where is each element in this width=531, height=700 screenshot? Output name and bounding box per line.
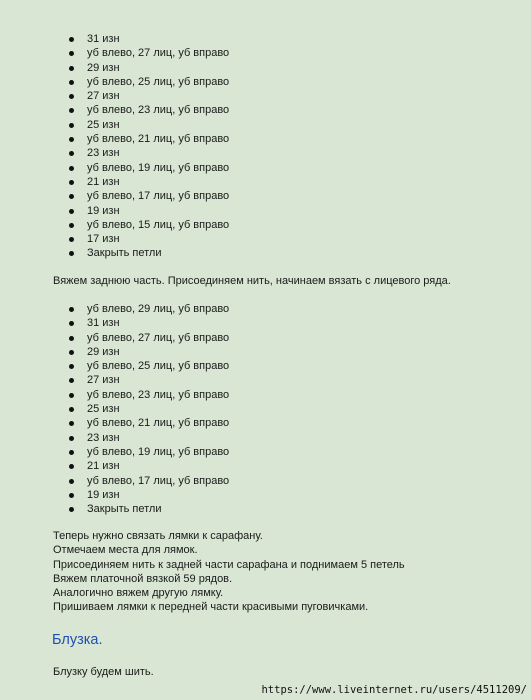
back-row-item — [68, 373, 229, 387]
front-row-item-text: уб влево, 21 лиц, уб вправо — [87, 133, 230, 146]
bullet-icon — [69, 307, 74, 312]
front-row-item — [68, 46, 229, 60]
bullet-icon — [69, 180, 74, 185]
front-row-item — [68, 161, 229, 175]
bullet-icon — [69, 94, 74, 99]
bullet-icon — [69, 493, 74, 498]
straps-notes — [53, 529, 405, 615]
back-row-item-text: уб влево, 17 лиц, уб вправо — [87, 474, 230, 487]
back-row-item-text: уб влево, 25 лиц, уб вправо — [87, 360, 230, 373]
back-row-item — [68, 388, 229, 402]
bullet-icon — [69, 364, 74, 369]
front-row-item — [68, 232, 229, 246]
note-line: Теперь нужно связать лямки к сарафану. — [53, 530, 263, 542]
back-row-item — [68, 402, 229, 416]
bullet-icon — [69, 194, 74, 199]
bullet-icon — [69, 223, 74, 228]
note-line: Присоединяем нить к задней части сарафана и поднимаем 5 петель — [53, 558, 405, 571]
section-heading-blouse: Блузка. — [52, 632, 103, 648]
bullet-icon — [69, 137, 74, 142]
front-row-item-text: уб влево, 23 лиц, уб вправо — [87, 104, 230, 117]
bullet-icon — [69, 378, 74, 383]
front-row-item — [68, 204, 229, 218]
front-row-item-text: 23 изн — [87, 147, 120, 160]
back-row-item — [68, 431, 229, 445]
bullet-icon — [69, 151, 74, 156]
bullet-icon — [69, 123, 74, 128]
bullet-icon — [69, 251, 74, 256]
front-row-item-text: уб влево, 27 лиц, уб вправо — [87, 47, 230, 60]
back-row-item — [68, 474, 229, 488]
back-row-item — [68, 359, 229, 373]
bullet-icon — [69, 450, 74, 455]
back-part-instructions-list — [68, 302, 229, 516]
front-row-item-text: уб влево, 17 лиц, уб вправо — [87, 190, 230, 203]
front-row-item-text: Закрыть петли — [87, 247, 162, 260]
front-row-item — [68, 132, 229, 146]
bullet-icon — [69, 209, 74, 214]
front-row-item-text: уб влево, 15 лиц, уб вправо — [87, 218, 230, 231]
front-row-item-text: 17 изн — [87, 233, 120, 246]
front-row-item — [68, 218, 229, 232]
front-row-item-text: уб влево, 25 лиц, уб вправо — [87, 75, 230, 88]
bullet-icon — [69, 436, 74, 441]
front-row-item — [68, 175, 229, 189]
bullet-icon — [69, 51, 74, 56]
back-row-item-text: уб влево, 27 лиц, уб вправо — [87, 331, 230, 344]
back-row-item — [68, 302, 229, 316]
bullet-icon — [69, 393, 74, 398]
back-row-item-text: 27 изн — [87, 374, 120, 387]
back-row-item — [68, 316, 229, 330]
bullet-icon — [69, 321, 74, 326]
back-row-item — [68, 459, 229, 473]
back-row-item-text: 25 изн — [87, 403, 120, 416]
bullet-icon — [69, 80, 74, 85]
front-row-item-text: 27 изн — [87, 90, 120, 103]
back-row-item — [68, 502, 229, 516]
watermark-url: https://www.liveinternet.ru/users/4511209/ — [261, 684, 527, 696]
bullet-icon — [69, 66, 74, 71]
front-row-item — [68, 61, 229, 75]
bullet-icon — [69, 421, 74, 426]
back-row-item — [68, 416, 229, 430]
back-row-item-text: 21 изн — [87, 460, 120, 473]
back-row-item — [68, 488, 229, 502]
front-row-item — [68, 189, 229, 203]
bullet-icon — [69, 37, 74, 42]
bullet-icon — [69, 407, 74, 412]
back-row-item — [68, 331, 229, 345]
note-line: Вяжем платочной вязкой 59 рядов. — [53, 572, 233, 585]
back-row-item-text: уб влево, 23 лиц, уб вправо — [87, 388, 230, 401]
note-line: Аналогично вяжем другую лямку. — [53, 587, 224, 600]
bullet-icon — [69, 108, 74, 113]
bullet-icon — [69, 336, 74, 341]
front-row-item — [68, 89, 229, 103]
front-row-item-text: уб влево, 19 лиц, уб вправо — [87, 161, 230, 174]
front-row-item — [68, 118, 229, 132]
front-row-item — [68, 146, 229, 160]
front-row-item-text: 19 изн — [87, 204, 120, 217]
front-part-instructions-list — [68, 32, 229, 261]
back-row-item-text: 23 изн — [87, 431, 120, 444]
note-line: Пришиваем лямки к передней части красивыми пуговичками. — [53, 601, 369, 614]
back-row-item-text: уб влево, 19 лиц, уб вправо — [87, 445, 230, 458]
bullet-icon — [69, 166, 74, 171]
blouse-intro: Блузку будем шить. — [53, 666, 154, 678]
back-row-item-text: уб влево, 21 лиц, уб вправо — [87, 417, 230, 430]
front-row-item-text: 25 изн — [87, 118, 120, 131]
front-row-item — [68, 75, 229, 89]
back-row-item-text: уб влево, 29 лиц, уб вправо — [87, 303, 230, 315]
bullet-icon — [69, 237, 74, 242]
back-row-item — [68, 345, 229, 359]
back-row-item-text: 19 изн — [87, 488, 120, 501]
front-row-item-text: 21 изн — [87, 175, 120, 188]
back-row-item-text: 29 изн — [87, 345, 120, 358]
front-row-item-text: 31 изн — [87, 33, 120, 45]
front-row-item — [68, 103, 229, 117]
bullet-icon — [69, 507, 74, 512]
bullet-icon — [69, 464, 74, 469]
back-row-item — [68, 445, 229, 459]
bullet-icon — [69, 350, 74, 355]
back-row-item-text: 31 изн — [87, 317, 120, 330]
front-row-item — [68, 246, 229, 260]
back-part-intro: Вяжем заднюю часть. Присоединяем нить, начинаем вязать с лицевого ряда. — [53, 275, 451, 287]
back-row-item-text: Закрыть петли — [87, 503, 162, 516]
front-row-item-text: 29 изн — [87, 61, 120, 74]
front-row-item — [68, 32, 229, 46]
note-line: Отмечаем места для лямок. — [53, 544, 198, 557]
bullet-icon — [69, 479, 74, 484]
